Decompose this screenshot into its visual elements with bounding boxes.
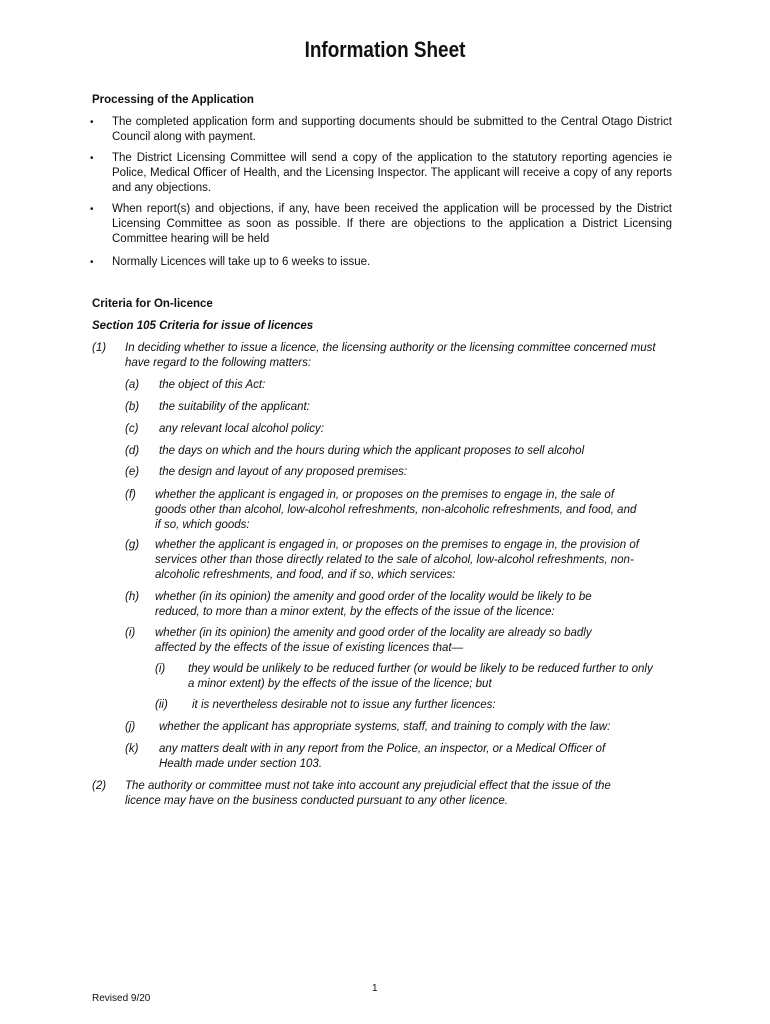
bullet-3: •: [90, 204, 94, 215]
matter-label-a: (a): [125, 379, 140, 391]
criteria-heading: Criteria for On-licence: [92, 298, 213, 310]
sub-label-i: (i): [155, 663, 166, 675]
clause-2-number: (2): [92, 780, 107, 792]
matter-label-i: (i): [125, 627, 136, 639]
matter-text-j: whether the applicant has appropriate systems, staff, and training to comply with the law:: [159, 721, 611, 733]
revised-note: Revised 9/20: [92, 993, 151, 1004]
processing-heading: Processing of the Application: [92, 94, 254, 106]
matter-label-b: (b): [125, 401, 140, 413]
matter-label-j: (j): [125, 721, 136, 733]
matter-text-d: the days on which and the hours during which the applicant proposes to sell alcohol: [159, 445, 585, 457]
clause-2-text: The authority or committee must not take into account any prejudicial effect that the issue of the licence may have on the business conducted pursuant to any other licence.: [125, 780, 611, 807]
bullet-text-1: The completed application form and supporting documents should be submitted to the Central Otago District Council along with payment.: [112, 116, 672, 143]
matter-text-g: whether the applicant is engaged in, or proposes on the premises to engage in, the provision of services other than those directly related to the sale of alcohol, low-alcohol refreshments, non-alcoholic refreshments, and food, and if so, which services:: [155, 539, 639, 581]
matter-label-c: (c): [125, 423, 139, 435]
clause-1-number: (1): [92, 342, 107, 354]
bullet-text-2: The District Licensing Committee will send a copy of the application to the statutory reporting agencies ie Police, Medical Officer of Health, and the Licensing Inspector. The applicant will receive a copy of any reports and any objections.: [112, 152, 672, 194]
page-title: Information Sheet: [304, 37, 466, 62]
matter-text-k: any matters dealt with in any report from the Police, an inspector, or a Medical Officer of Health made under section 103.: [159, 743, 606, 770]
matter-label-g: (g): [125, 539, 140, 551]
matter-text-a: the object of this Act:: [159, 379, 266, 391]
matter-label-e: (e): [125, 466, 140, 478]
matter-text-i: whether (in its opinion) the amenity and good order of the locality are already so badly affected by the effects of the issue of existing licences that—: [155, 627, 592, 654]
matter-text-e: the design and layout of any proposed premises:: [159, 466, 408, 478]
bullet-2: •: [90, 153, 94, 164]
bullet-1: •: [90, 117, 94, 128]
matter-text-f: whether the applicant is engaged in, or proposes on the premises to engage in, the sale of goods other than alcohol, low-alcohol refreshments, non-alcoholic refreshments, and food, and if so, which goods:: [155, 489, 637, 531]
clause-1-text: In deciding whether to issue a licence, the licensing authority or the licensing committee concerned must have regard to the following matters:: [125, 342, 656, 369]
matter-text-h: whether (in its opinion) the amenity and good order of the locality would be likely to be reduced, to more than a minor extent, by the effects of the issue of the licence:: [155, 591, 592, 618]
matter-text-c: any relevant local alcohol policy:: [159, 423, 324, 435]
matter-label-k: (k): [125, 743, 139, 755]
bullet-4: •: [90, 257, 94, 268]
matter-text-b: the suitability of the applicant:: [159, 401, 310, 413]
sub-label-ii: (ii): [155, 699, 168, 711]
section-title: Section 105 Criteria for issue of licences: [92, 320, 314, 332]
sub-text-i: they would be unlikely to be reduced further (or would be likely to be reduced further to only a minor extent) by the effects of the issue of the licence; but: [188, 663, 653, 690]
sub-text-ii: it is nevertheless desirable not to issue any further licences:: [192, 699, 496, 711]
matter-label-h: (h): [125, 591, 140, 603]
page-number: 1: [372, 983, 378, 994]
bullet-text-4: Normally Licences will take up to 6 weeks to issue.: [112, 256, 371, 268]
bullet-text-3: When report(s) and objections, if any, have been received the application will be processed by the District Licensing Committee as soon as possible. If there are objections to the application a District Licensing Committee hearing will be held: [112, 203, 672, 245]
matter-label-d: (d): [125, 445, 140, 457]
matter-label-f: (f): [125, 489, 136, 501]
